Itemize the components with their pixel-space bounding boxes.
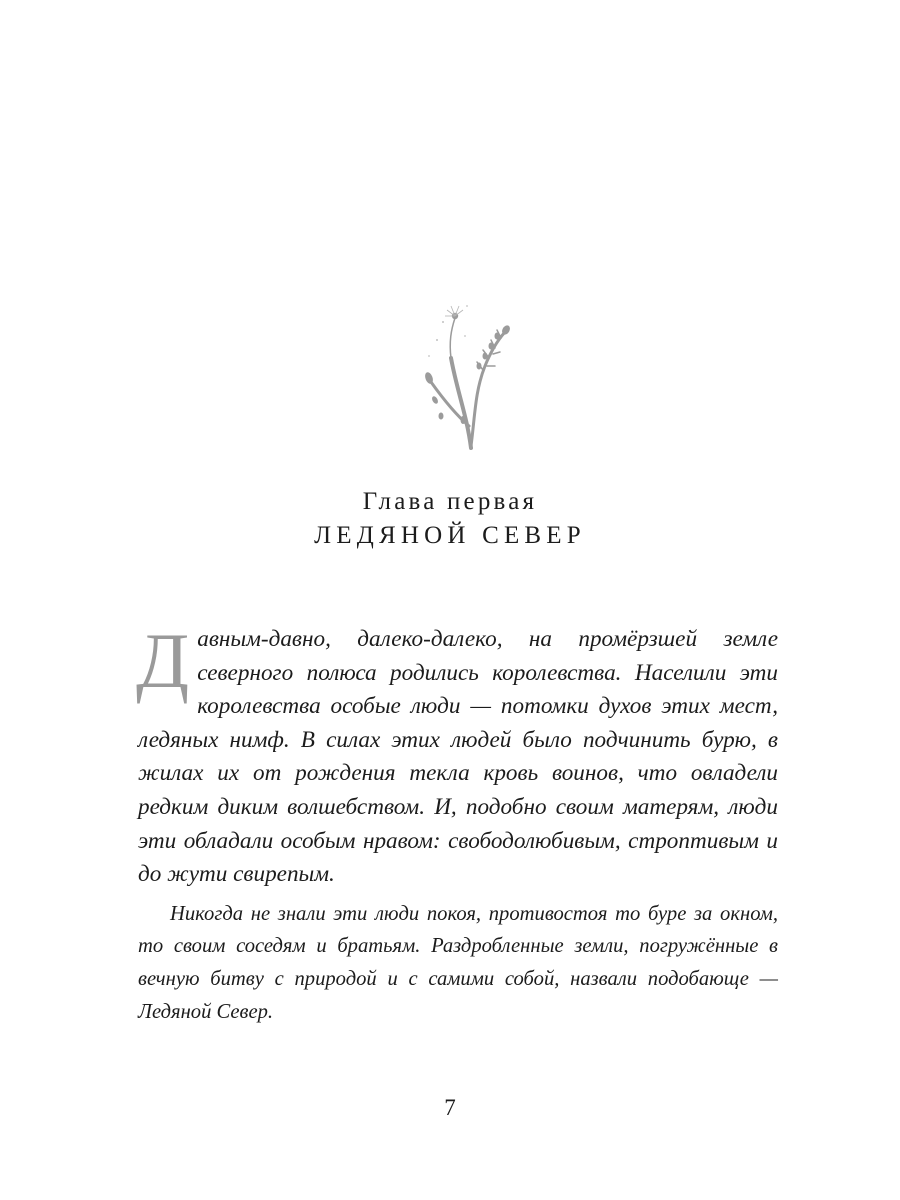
chapter-title: ЛЕДЯНОЙ СЕВЕР (314, 522, 586, 549)
drop-cap: Д (136, 617, 190, 704)
chapter-heading (0, 485, 900, 553)
paragraph-1 (136, 617, 778, 892)
paragraph-1-text: авным-давно, далеко-далеко, на промёрзшей земле северного полюса родились королевства. Населили эти королевства особые люди — потомки духов этих мест, ледяных нимф. В силах этих людей было подчинить бурю, в жилах их от рождения текла кровь воинов, что овладели редким диким волшебством. И, подобно своим матерям, люди эти обладали особым нравом: свободолюбивым, строптивым и до жути свирепым. (138, 626, 778, 888)
chapter-text (136, 617, 778, 1029)
flower-sprig-icon (405, 296, 517, 452)
page-number: 7 (444, 1095, 456, 1120)
paragraph-2: Никогда не знали эти люди покоя, противостоя то буре за окном, то своим соседям и братьям. Раздробленные земли, погружённые в вечную битву с природой и с самими собой, назвали подобающе — Ледяной Север. (138, 902, 778, 1023)
chapter-label: Глава первая (362, 488, 538, 515)
